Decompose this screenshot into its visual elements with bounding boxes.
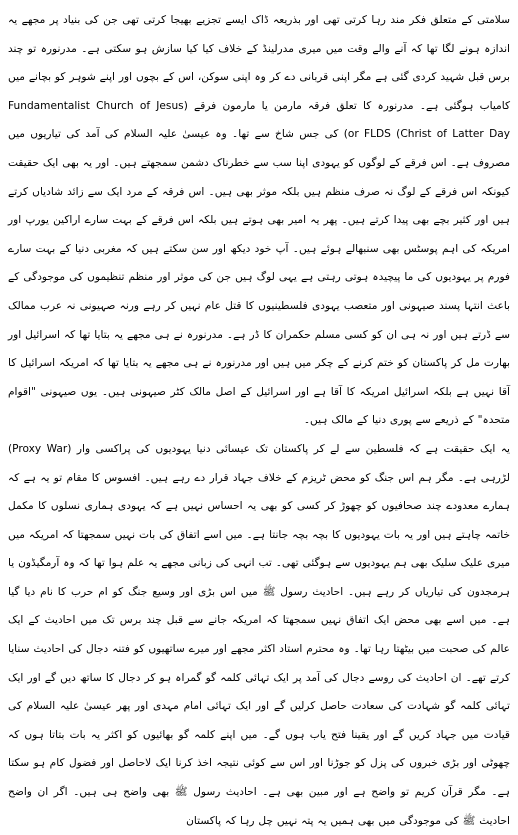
paragraph-1: سلامتی کے متعلق فکر مند رہا کرتی تھی اور بذریعہ ڈاک ایسے تجزیے بھیجا کرتی تھی جن کی بنیاد پر مجھے یہ اندازہ ہونے لگا تھا کہ آنے والے وقت میں میری مدرلینڈ کے خلاف کیا کیا سازش ہو سکتی ہے۔ مدرنورہ تو چند برس قبل شہید کردی گئی ہے مگر اپنی قربانی دے کر وہ اپنی سوکن، اس کے بچوں اور اپنے شوہر کو بچانے میں کامیاب ہوگئی ہے۔ مدرنورہ کا تعلق فرقہ مارمن یا مارمون فرقے (Fundamentalist Church of Jesus Christ of Latter Day) or FLDS) کی جس شاخ سے تھا۔ وہ عیسیٰ علیہ السلام کی آمد کی تیاریوں میں مصروف ہے۔ اس فرقے کے لوگوں کو یہودی اپنا سب سے خطرناک دشمن سمجھتے ہیں۔ اور یہ بھی ایک حقیقت کیونکہ اس فرقے کے لوگ نہ صرف منظم ہیں بلکہ موثر بھی ہیں۔ اس فرقہ کے مرد ایک سے زائد شادیاں کرتے ہیں اور کثیر بچے بھی پیدا کرتے ہیں۔ پھر یہ امیر بھی ہوتے ہیں بلکہ اس فرقے کے بہت سارے اراکین یورپ اور امریکہ کی اہم پوسٹس بھی سنبھالے ہوئے ہیں۔ آپ خود دیکھ اور سن سکتے ہیں کہ مغربی دنیا کے بہت سارے فورم پر یہودیوں کی ما پیچیدہ ہوتی رہتی ہے یہی لوگ ہیں جن کی موثر اور منظم تنظیموں کی موجودگی کے باعث انتہا پسند صیہونی اور متعصب یہودی فلسطینیوں کا قتل عام نہیں کر رہے ورنہ صہیونی نہ عرب ممالک سے ڈرتے ہیں اور نہ ہی ان کو کسی مسلم حکمران کا ڈر ہے۔ مدرنورہ نے ہی مجھے یہ بتایا تھا کہ اسرائیل اور بھارت مل کر پاکستان کو ختم کرنے کے چکر میں ہیں اور مدرنورہ نے ہی مجھے یہ بتایا تھا کہ امریکہ اسرائیل کا آقا نہیں ہے بلکہ اسرائیل امریکہ کا آقا ہے اور اسرائیل کے اصل مالک کٹر صیہونی ہیں۔ یوں صیہونی "اقوام متحدہ" کے ذریعے سے پوری دنیا کے مالک ہیں۔ <box>8 14 510 427</box>
paragraph-2: یہ ایک حقیقت ہے کہ فلسطین سے لے کر پاکستان تک عیسائی دنیا یہودیوں کی پراکسی وار (Proxy War) لڑرہی ہے۔ مگر ہم اس جنگ کو محض ٹریزم کے خلاف جہاد قرار دے رہے ہیں۔ افسوس کا مقام تو یہ ہے کہ ہمارے معدودے چند صحافیوں کو چھوڑ کر کسی کو بھی یہ احساس نہیں ہے کہ یہودی ہماری نسلوں کا مکمل خاتمہ چاہتے ہیں اور یہ بات یہودیوں کا بچہ بچہ جانتا ہے۔ میں اسے اتفاق کی بات نہیں سمجھتا کہ امریکہ میں میری علیک سلیک بھی ہم یہودیوں سے ہوگئی تھی۔ تب انہی کی زبانی مجھے یہ علم ہوا تھا کہ وہ آرمگیڈون یا ہرمجدون کی تیاریاں کر رہے ہیں۔ احادیث رسول ﷺ میں اس بڑی اور وسیع جنگ کو ام حرب کا نام دیا گیا ہے۔ میں اسے بھی محض ایک اتفاق نہیں سمجھتا کہ امریکہ جانے سے قبل چند برس تک میں احادیث کے ایک عالم کی صحبت میں بیٹھتا رہا تھا۔ وہ محترم استاد اکثر مجھے اور میرے ساتھیوں کو فتنہ دجال کی احادیث سنایا کرتے تھے۔ ان احادیث کی روسے دجال کی آمد پر ایک تہائی کلمہ گو گمراہ ہو کر دجال کا ساتھ دیں گے اور ایک تہائی کلمہ گو شہادت کی سعادت حاصل کرلیں گے اور ایک تہائی امام مہدی اور پھر عیسیٰ علیہ السلام کی قیادت میں جہاد کریں گے اور یقینا فتح یاب ہوں گے۔ میں اپنے کلمہ گو بھائیوں کو اکثر یہ بات بتاتا ہوں کہ چھوٹی اور بڑی خبروں کی پزل کو جوڑنا اور اس سے کوئی نتیجہ اخذ کرنا ایک لاحاصل اور فضول کام ہو سکتا ہے۔ مگر قرآن کریم تو واضح ہے اور مبین بھی ہے۔ احادیث رسول ﷺ بھی واضح ہی ہیں۔ اگر ان واضح احادیث ﷺ کی موجودگی میں بھی ہمیں یہ پتہ نہیں چل رہا کہ پاکستان <box>8 442 510 827</box>
